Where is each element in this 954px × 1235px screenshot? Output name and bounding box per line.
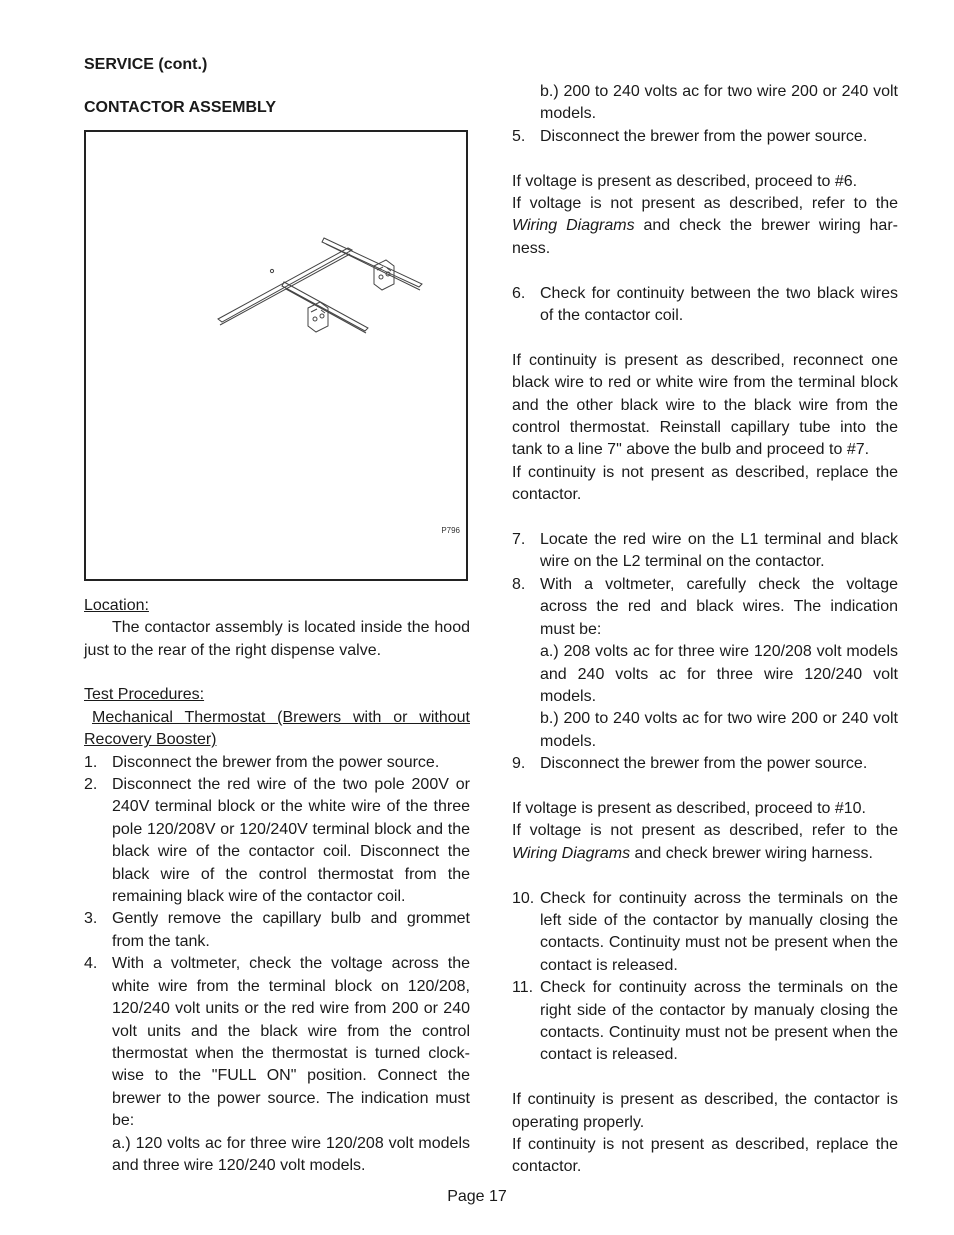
step-number: 7. (512, 531, 526, 549)
step-8-a: a.) 208 volts ac for three wire 120/208 volt models and 240 volts ac for three wire 120/240 volt models. (540, 643, 898, 705)
step-number: 6. (512, 284, 526, 302)
step-number: 1. (84, 753, 98, 771)
para-voltage-present-2: If voltage is present as described, proceed to #10. (512, 799, 866, 817)
step-text: Check for continuity between the two black wires of the contactor coil. (540, 284, 898, 325)
step-5 (512, 126, 898, 148)
step-text: With a voltmeter, check the voltage across the white wire from the terminal block on 120/208, 120/240 volt units or the red wire from 200 or 240 volt units and the black wire from the control thermostat when the thermostat is turned clock-wise to the "FULL ON" position. Connect the brewer to the power source. The indication must be: (112, 955, 470, 1130)
step-3 (84, 908, 470, 953)
step-number: 4. (84, 955, 98, 973)
step-2 (84, 774, 470, 908)
step-4 (84, 953, 470, 1132)
section-title: CONTACTOR ASSEMBLY (84, 99, 277, 117)
step-number: 5. (512, 127, 526, 145)
contactor-assembly-illustration (86, 132, 466, 579)
step-text: Gently remove the capillary bulb and grommet from the tank. (112, 910, 470, 950)
right-column (512, 81, 898, 1179)
step-4-a: a.) 120 volts ac for three wire 120/208 volt models and three wire 120/240 volt models. (112, 1134, 470, 1174)
step-text: Disconnect the brewer from the power source. (540, 127, 868, 145)
contactor-figure (84, 130, 468, 581)
step-4-b: b.) 200 to 240 volts ac for two wire 200 or 240 volt models. (540, 83, 898, 123)
step-6 (512, 283, 898, 328)
step-text: Disconnect the red wire of the two pole 200V or 240V terminal block or the white wire of the three pole 120/208V or 120/240V terminal block and the black wire of the contactor coil. Disconnect the black wire of the control thermostat from the remaining black wire of the contactor coil. (112, 776, 470, 906)
service-heading: SERVICE (cont.) (84, 56, 208, 73)
para-voltage-present: If voltage is present as described, proceed to #6. (512, 172, 858, 190)
para-voltage-absent: If voltage is not present as described, refer to the Wiring Diagrams and check the brewer wiring har-ness. (512, 195, 898, 257)
para-final-present: If continuity is present as described, the contactor is operating properly. (512, 1091, 898, 1131)
left-column (84, 54, 470, 1177)
step-number: 8. (512, 575, 526, 593)
step-10 (512, 888, 898, 978)
step-text: Locate the red wire on the L1 terminal and black wire on the L2 terminal on the contactor. (540, 531, 898, 571)
step-number: 11. (512, 979, 534, 997)
step-1 (84, 752, 470, 774)
step-8 (512, 574, 898, 641)
test-subheading: Mechanical Thermostat (Brewers with or without Recovery Booster) (84, 708, 470, 749)
step-number: 3. (84, 910, 98, 928)
test-heading: Test Procedures: (84, 686, 205, 704)
location-heading: Location: (84, 596, 149, 614)
para-final-absent: If continuity is not present as described, replace the contactor. (512, 1135, 898, 1176)
location-text: The contactor assembly is located inside the hood just to the rear of the right dispense valve. (84, 619, 470, 659)
step-number: 10. (512, 889, 535, 907)
step-7 (512, 529, 898, 574)
figure-label: P796 (441, 526, 460, 536)
step-text: Check for continuity across the terminals on the right side of the contactor by manualy closing the contacts. Continuity must not be present when the contact is released. (540, 979, 898, 1064)
page-number: Page 17 (447, 1188, 507, 1205)
step-text: Disconnect the brewer from the power source. (540, 755, 868, 773)
para-continuity-present: If continuity is present as described, reconnect one black wire to red or white wire from the terminal block and the other black wire to the black wire from the control thermostat. Reinstall capillary tube into the tank to a line 7" above the bulb and proceed to #7. (512, 351, 898, 459)
para-voltage-absent-2: If voltage is not present as described, refer to the Wiring Diagrams and check brewer wiring harness. (512, 822, 898, 862)
step-11 (512, 977, 898, 1067)
para-continuity-absent: If continuity is not present as described, replace the contactor. (512, 463, 898, 504)
step-9 (512, 753, 898, 775)
step-text: With a voltmeter, carefully check the voltage across the red and black wires. The indication must be: (540, 575, 898, 638)
step-number: 9. (512, 755, 526, 773)
step-8-b: b.) 200 to 240 volts ac for two wire 200 or 240 volt models. (540, 710, 898, 750)
step-text: Check for continuity across the terminals on the left side of the contactor by manually closing the contacts. Continuity must not be present when the contact is released. (540, 889, 898, 974)
step-number: 2. (84, 776, 98, 794)
step-text: Disconnect the brewer from the power source. (112, 753, 440, 771)
